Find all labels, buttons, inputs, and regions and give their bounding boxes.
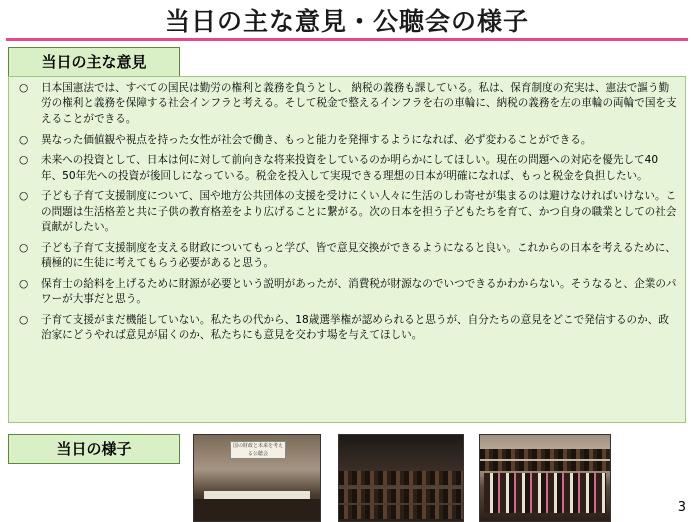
- opinion-item: [19, 313, 677, 344]
- audience-row: [339, 505, 463, 519]
- title-divider: [6, 38, 688, 41]
- bullet-icon: ○: [19, 190, 29, 203]
- bullet-icon: ○: [19, 133, 29, 146]
- audience-row: [339, 489, 463, 503]
- scene-section-label: 当日の様子: [8, 434, 180, 464]
- opinion-text: 未来への投資として、日本は何に対して前向きな将来投資をしているのか明らかにしてほしい。現在の問題への対応を優先して40年、50年先への投資が後回しになっている。税金を投入して実現できる理想の日本が明確になれば、もっと税金を負担したい。: [41, 154, 659, 182]
- panel-table: [204, 491, 310, 499]
- opinions-section-label: 当日の主な意見: [8, 47, 180, 77]
- opinion-item: [19, 133, 677, 148]
- audience-row: [339, 471, 463, 485]
- opinions-panel: [8, 76, 686, 423]
- bullet-icon: ○: [19, 82, 29, 94]
- opinion-item: [19, 153, 677, 184]
- opinion-item: [19, 241, 677, 272]
- page-number: 3: [677, 500, 686, 515]
- bullet-icon: ○: [19, 314, 29, 327]
- opinion-text: 保育士の給料を上げるために財源が必要という説明があったが、消費税が財源なのでいつできるかわからない。そうなると、企業のパワーが大事だと思う。: [41, 277, 677, 306]
- opinion-text: 子ども子育て支援制度を支える財政についてもっと学び、皆で意見交換ができるようになると良い。これからの日本を考えるために、積極的に生徒に考えてもらう必要があると思う。: [41, 241, 676, 270]
- audience-row: [480, 449, 610, 459]
- stage-floor: [194, 499, 320, 521]
- bullet-icon: ○: [19, 277, 29, 290]
- audience-row: [480, 461, 610, 471]
- group-photo: [479, 434, 611, 522]
- opinion-text: 子育て支援がまだ機能していない。私たちの代から、18歳選挙権が認められると思うが、自分たちの意見をどこで発信するのか、政治家にどうやれば意見が届くのか、私たちにも意見を交わす場を与えてほしい。: [41, 314, 669, 342]
- bullet-icon: ○: [19, 241, 29, 254]
- page-title: 当日の主な意見・公聴会の様子: [164, 7, 529, 36]
- opinion-item: [19, 277, 677, 308]
- audience-photo: [338, 434, 464, 522]
- bullet-icon: ○: [19, 154, 29, 167]
- opinion-text: 異なった価値観や視点を持った女性が社会で働き、もっと能力を発揮するようになれば、必ず変わることができる。: [41, 133, 592, 146]
- stage-photo: [193, 434, 321, 522]
- opinion-text: 日本国憲法では、すべての国民は勤労の権利と義務を負うとし、 納税の義務も課している。私は、保育制度の充実は、憲法で謳う勤労の権利と義務を保障する社会インフラと考える。そして税金で整えるインフラを右の車輪に、納税の義務を左の車輪の両輪で国を支えることができる。: [41, 82, 677, 125]
- group-participants: [484, 473, 606, 513]
- stage-banner: 国の財政と未来を考える公聴会: [230, 441, 286, 459]
- opinion-text: 子ども子育て支援制度について、国や地方公共団体の支援を受けにくい人々に生活のしわ寄せが集まるのは避けなければいけない。この問題は生活格差と共に子供の教育格差をより広げることに繋がる。次の日本を担う子どもたちを育て、かつ自身の職業としての社会貢献がしたい。: [41, 190, 677, 234]
- opinion-item: [19, 189, 677, 235]
- opinion-item: [19, 81, 677, 127]
